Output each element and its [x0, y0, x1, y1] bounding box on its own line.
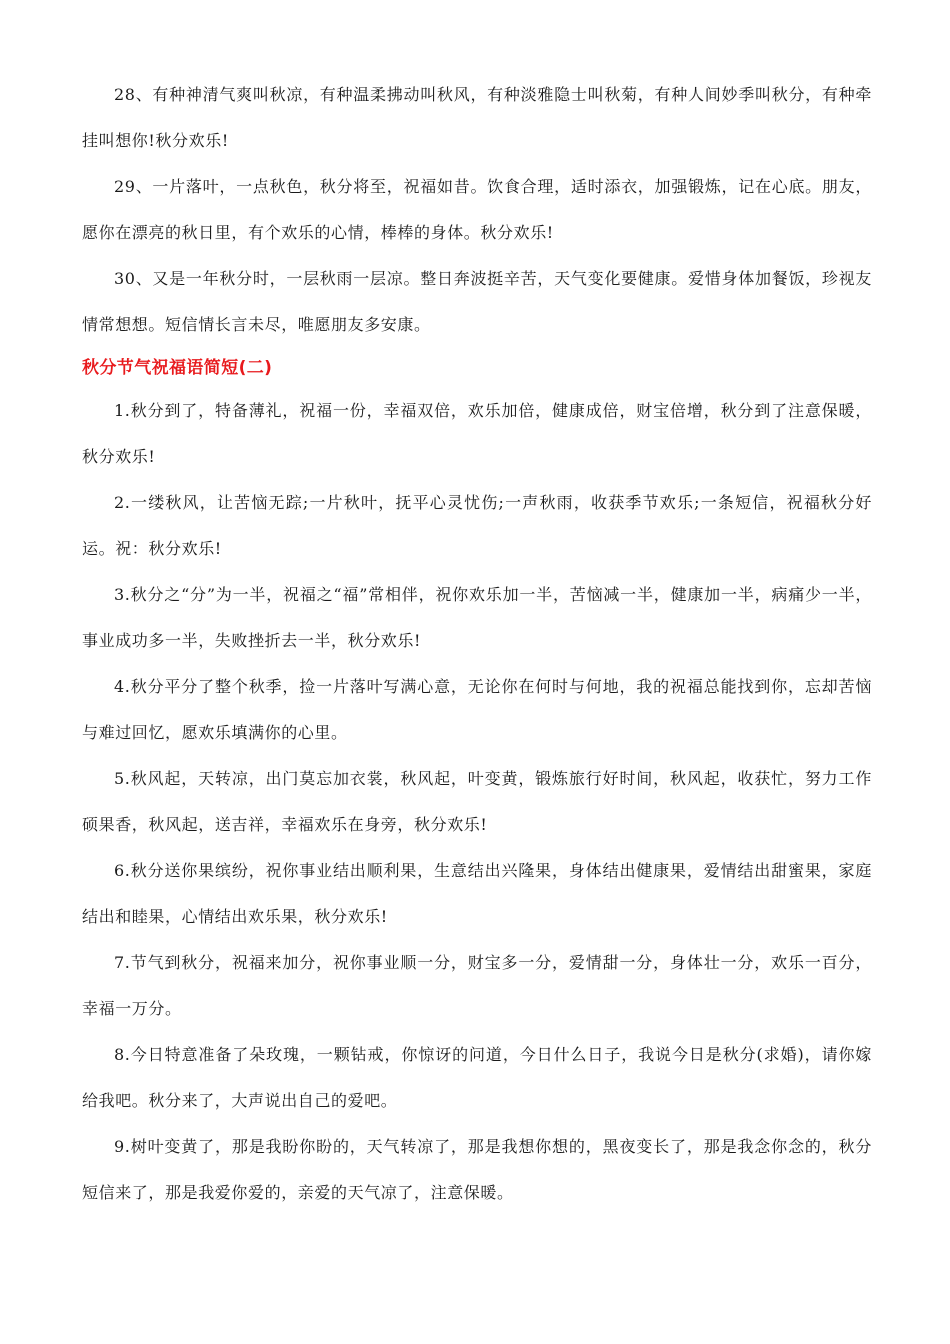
blessing-paragraph-29: 29、一片落叶，一点秋色，秋分将至，祝福如昔。饮食合理，适时添衣，加强锻炼，记在心底。朋友，愿你在漂亮的秋日里，有个欢乐的心情，棒棒的身体。秋分欢乐!: [82, 177, 872, 242]
blessing-paragraph-9: 9.树叶变黄了，那是我盼你盼的，天气转凉了，那是我想你想的，黑夜变长了，那是我念你念的，秋分短信来了，那是我爱你爱的，亲爱的天气凉了，注意保暖。: [82, 1137, 872, 1202]
blessing-paragraph-2: 2.一缕秋风，让苦恼无踪;一片秋叶，抚平心灵忧伤;一声秋雨，收获季节欢乐;一条短信，祝福秋分好运。祝：秋分欢乐!: [82, 493, 872, 558]
blessing-paragraph-5: 5.秋风起，天转凉，出门莫忘加衣裳，秋风起，叶变黄，锻炼旅行好时间，秋风起，收获忙，努力工作硕果香，秋风起，送吉祥，幸福欢乐在身旁，秋分欢乐!: [82, 769, 872, 834]
blessing-paragraph-1: 1.秋分到了，特备薄礼，祝福一份，幸福双倍，欢乐加倍，健康成倍，财宝倍增，秋分到了注意保暖，秋分欢乐!: [82, 401, 872, 466]
blessing-paragraph-30: 30、又是一年秋分时，一层秋雨一层凉。整日奔波挺辛苦，天气变化要健康。爱惜身体加餐饭，珍视友情常想想。短信情长言未尽，唯愿朋友多安康。: [82, 269, 872, 334]
blessing-paragraph-3: 3.秋分之“分”为一半，祝福之“福”常相伴，祝你欢乐加一半，苦恼减一半，健康加一半，病痛少一半，事业成功多一半，失败挫折去一半，秋分欢乐!: [82, 585, 872, 650]
blessing-paragraph-4: 4.秋分平分了整个秋季，捡一片落叶写满心意，无论你在何时与何地，我的祝福总能找到你，忘却苦恼与难过回忆，愿欢乐填满你的心里。: [82, 677, 872, 742]
blessing-paragraph-8: 8.今日特意准备了朵玫瑰，一颗钻戒，你惊讶的问道，今日什么日子，我说今日是秋分(求婚)，请你嫁给我吧。秋分来了，大声说出自己的爱吧。: [82, 1045, 872, 1110]
blessing-paragraph-28: 28、有种神清气爽叫秋凉，有种温柔拂动叫秋风，有种淡雅隐士叫秋菊，有种人间妙季叫秋分，有种牵挂叫想你!秋分欢乐!: [82, 85, 872, 150]
blessing-paragraph-7: 7.节气到秋分，祝福来加分，祝你事业顺一分，财宝多一分，爱情甜一分，身体壮一分，欢乐一百分，幸福一万分。: [82, 953, 872, 1018]
blessing-paragraph-6: 6.秋分送你果缤纷，祝你事业结出顺利果，生意结出兴隆果，身体结出健康果，爱情结出甜蜜果，家庭结出和睦果，心情结出欢乐果，秋分欢乐!: [82, 861, 872, 926]
document-page: [82, 72, 872, 1216]
section-heading: 秋分节气祝福语简短(二): [82, 358, 273, 378]
